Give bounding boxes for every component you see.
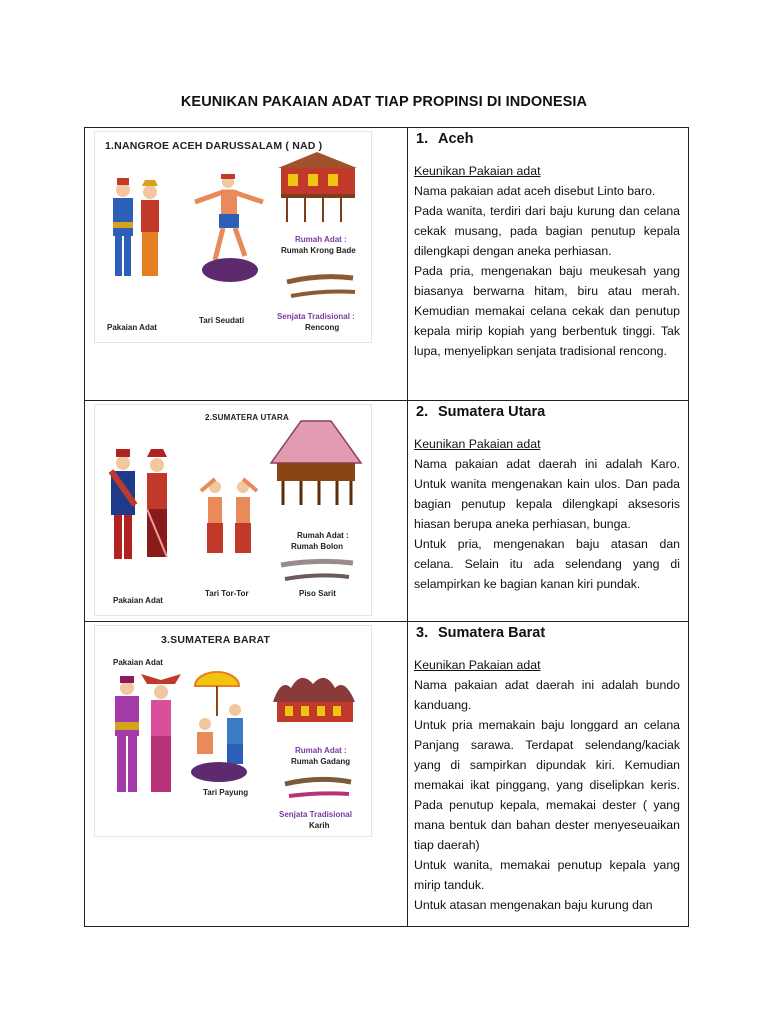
- province-table: [84, 127, 689, 927]
- uniqueness-subheading: Keunikan Pakaian adat: [414, 437, 541, 451]
- illustration-cell: [85, 622, 408, 927]
- caption-dance: Tari Seudati: [199, 316, 245, 325]
- caption-house-label: Rumah Adat :: [295, 235, 347, 244]
- illustration-cell: [85, 401, 408, 622]
- document-title: KEUNIKAN PAKAIAN ADAT TIAP PROPINSI DI INDONESIA: [180, 94, 588, 110]
- illustration-title: 1.NANGROE ACEH DARUSSALAM ( NAD ): [105, 140, 323, 152]
- caption-weapon: Karih: [309, 821, 330, 830]
- caption-weapon-label: Senjata Tradisional :: [277, 312, 355, 321]
- province-name: Aceh: [438, 131, 474, 147]
- paragraph: Untuk atasan mengenakan baju kurung dan: [414, 898, 653, 912]
- caption-weapon: Rencong: [305, 323, 340, 332]
- province-number: 3.: [416, 625, 429, 641]
- caption-dance: Tari Payung: [203, 788, 249, 797]
- illustration-cell: [85, 128, 408, 401]
- province-number: 2.: [416, 404, 429, 420]
- province-heading: [416, 404, 688, 420]
- caption-house-label: Rumah Adat :: [295, 746, 347, 755]
- caption-house: Rumah Bolon: [291, 542, 343, 551]
- illustration-title: 3.SUMATERA BARAT: [161, 634, 271, 646]
- paragraph: Pada wanita, terdiri dari baju kurung dan celana cekak musang, pada bagian penutup kepala dilengkapi dengan aneka perhiasan.: [414, 204, 680, 258]
- illustration-sumatera-barat: [94, 625, 372, 837]
- paragraph: Nama pakaian adat daerah ini adalah bundo kanduang.: [414, 678, 680, 712]
- table-row: [85, 401, 689, 622]
- uniqueness-subheading: Keunikan Pakaian adat: [414, 658, 541, 672]
- province-number: 1.: [416, 131, 429, 147]
- caption-clothing: Pakaian Adat: [107, 323, 157, 332]
- caption-clothing: Pakaian Adat: [113, 658, 163, 667]
- text-cell: [408, 128, 689, 401]
- paragraph: Untuk pria, mengenakan baju atasan dan celana. Selain itu ada selendang yang di selampirkan ke bagian kanan kiri pundak.: [414, 537, 680, 591]
- caption-weapon: Piso Sarit: [299, 589, 336, 598]
- paragraph: Nama pakaian adat daerah ini adalah Karo. Untuk wanita mengenakan kain ulos. Dan pada bagian penutup kepala dilengkapi aksesoris hiasan berupa aneka perhiasan, bunga.: [414, 457, 680, 531]
- paragraph: Pada pria, mengenakan baju meukesah yang biasanya berwarna hitam, biru atau merah. Kemudian memakai celana cekak dan penutup kepala mirip kopiah yang berbentuk tinggi. Tak lupa, menyelipkan senjata tradisional rencong.: [414, 264, 680, 358]
- caption-house: Rumah Krong Bade: [281, 246, 356, 255]
- province-name: Sumatera Barat: [438, 625, 546, 641]
- caption-dance: Tari Tor-Tor: [205, 589, 249, 598]
- table-row: [85, 622, 689, 927]
- paragraph: Nama pakaian adat aceh disebut Linto baro.: [414, 184, 656, 198]
- illustration-title: 2.SUMATERA UTARA: [205, 413, 289, 422]
- paragraph: Untuk wanita, memakai penutup kepala yang mirip tanduk.: [414, 858, 680, 892]
- province-heading: [416, 625, 688, 641]
- illustration-sumatera-utara: [94, 404, 372, 616]
- table-row: [85, 128, 689, 401]
- sumut-illustration-art: [95, 405, 371, 615]
- province-name: Sumatera Utara: [438, 404, 546, 420]
- uniqueness-subheading: Keunikan Pakaian adat: [414, 164, 541, 178]
- caption-weapon-label: Senjata Tradisional: [279, 810, 352, 819]
- caption-house-label: Rumah Adat :: [297, 531, 349, 540]
- caption-house: Rumah Gadang: [291, 757, 351, 766]
- province-heading: [416, 131, 688, 147]
- text-cell: [408, 622, 689, 927]
- illustration-aceh: [94, 131, 372, 343]
- text-cell: [408, 401, 689, 622]
- paragraph: Untuk pria memakain baju longgard an celana Panjang sarawa. Terdapat selendang/kaciak yang di sampirkan dipundak kiri. Kemudian memakai ikat pinggang, yang diselipkan keris. Pada penutup kepala, memakai dester ( yang mana bentuk dan bahan dester menyeseuaikan tiap daerah): [414, 718, 680, 852]
- caption-clothing: Pakaian Adat: [113, 596, 163, 605]
